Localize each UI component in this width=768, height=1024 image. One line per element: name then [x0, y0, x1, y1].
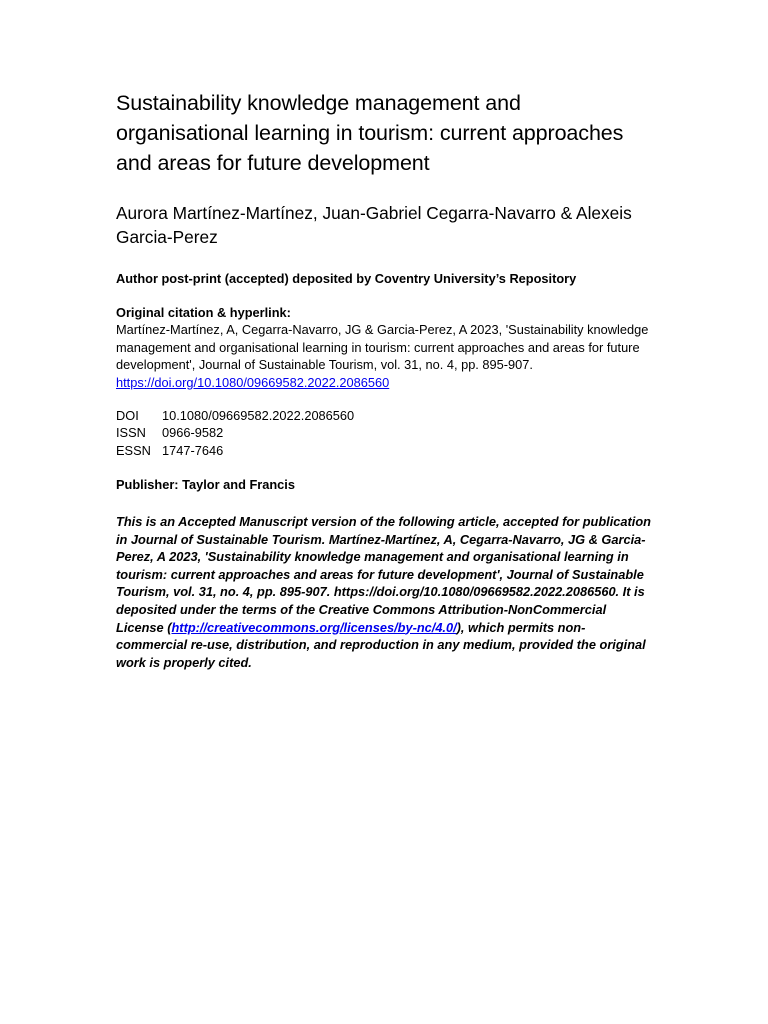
- document-page: [116, 88, 656, 671]
- identifier-row-doi: [116, 407, 656, 425]
- publisher-line: Publisher: Taylor and Francis: [116, 477, 295, 493]
- notice-text-before: This is an Accepted Manuscript version of the following article, accepted for publication in Journal of Sustainable Tourism. Martínez-Martínez, A, Cegarra-Navarro, JG & Garcia-Perez, A 2023, 'Sustainability knowledge management and organisational learning in tourism: current approaches and areas for future development', Journal of Sustainable Tourism, vol. 31, no. 4, pp. 895-907. https://doi.org/10.1080/09669582.2022.2086560. It is deposited under the terms of the Creative Commons Attribution-NonCommercial License (: [116, 513, 651, 635]
- citation-heading: Original citation & hyperlink:: [116, 304, 291, 320]
- license-notice: [116, 513, 656, 671]
- notice-text-after: ), which permits non-commercial re-use, distribution, and reproduction in any medium, provided the original work is properly cited.: [116, 619, 646, 670]
- identifier-label: ISSN: [116, 425, 146, 441]
- article-title: Sustainability knowledge management and organisational learning in tourism: current approaches and areas for future development: [116, 91, 624, 175]
- citation-text: [116, 321, 656, 391]
- identifier-list: [116, 407, 656, 460]
- identifier-value: 10.1080/09669582.2022.2086560: [162, 407, 355, 423]
- identifier-label: ESSN: [116, 442, 151, 458]
- deposit-note: Author post-print (accepted) deposited by Coventry University’s Repository: [116, 271, 577, 286]
- identifier-value: 1747-7646: [162, 442, 224, 458]
- identifier-value: 0966-9582: [162, 425, 224, 441]
- author-list: Aurora Martínez-Martínez, Juan-Gabriel Cegarra-Navarro & Alexeis Garcia-Perez: [116, 203, 632, 247]
- identifier-row-essn: [116, 442, 656, 460]
- doi-link[interactable]: https://doi.org/10.1080/09669582.2022.2086560: [116, 374, 390, 390]
- license-link[interactable]: http://creativecommons.org/licenses/by-nc/4.0/: [171, 619, 457, 635]
- citation-body: Martínez-Martínez, A, Cegarra-Navarro, JG & Garcia-Perez, A 2023, 'Sustainability knowledge management and organisational learning in tourism: current approaches and areas for future development', Journal of Sustainable Tourism, vol. 31, no. 4, pp. 895-907.: [116, 322, 649, 373]
- identifier-label: DOI: [116, 407, 139, 423]
- identifier-row-issn: [116, 424, 656, 442]
